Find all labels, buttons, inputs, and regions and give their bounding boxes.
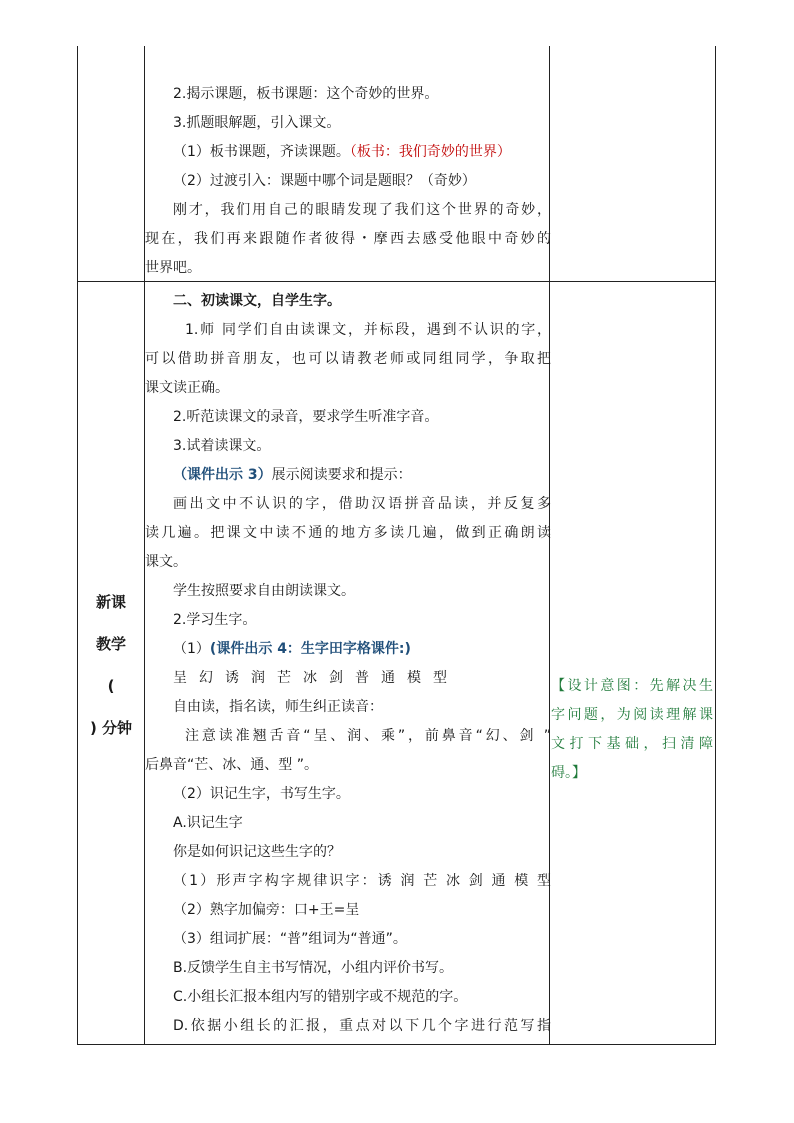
text-line: （2）过渡引入：课题中哪个词是题眼？（奇妙） [173,173,476,189]
character: 通 [381,670,395,686]
text-line: 可以借助拼音朋友，也可以请教老师或同组同学，争取把 [145,351,551,367]
text-line: （3）组词扩展：“普”组词为“普通”。 [173,931,407,947]
courseware-label: （课件出示 3） [173,467,272,483]
character: 冰 [303,670,317,686]
row-label-line: 教学 [95,635,126,653]
board-note: （板书：我们奇妙的世界） [349,144,511,160]
text-line [145,465,412,485]
table-row-divider [77,281,716,282]
character: 幻 [199,670,213,686]
intent-line: 文打下基础，扫清障 [551,736,713,752]
text-line: 2.揭示课题，板书课题：这个奇妙的世界。 [173,86,439,102]
character: 诱 [225,670,239,686]
text-line: 3.抓题眼解题，引入课文。 [173,115,341,131]
lesson-table [77,46,716,1045]
table-border-bottom [77,1044,716,1045]
text-line: A.识记生字 [173,815,243,831]
text-line: 1.师 同学们自由读课文，并标段，遇到不认识的字， [185,322,551,338]
text-line: 3.试着读课文。 [173,438,271,454]
text-line: 后鼻音“芒、冰、通、型 ”。 [145,757,318,773]
text-line: 2.学习生字。 [173,612,257,628]
character: 型 [433,670,447,686]
text-line: C.小组长汇报本组内写的错别字或不规范的字。 [173,989,468,1005]
row-label-line: 新课 [95,593,126,611]
text-line: 学生按照要求自由朗读课文。 [173,583,355,599]
text-line: B.反馈学生自主书写情况，小组内评价书写。 [173,960,454,976]
text-line: 画出文中不认识的字，借助汉语拼音品读，并反复多 [173,496,551,512]
text-line: 读几遍。把课文中读不通的地方多读几遍，做到正确朗读 [145,525,551,541]
table-divider-1 [144,46,145,1045]
text-line: （1）形声字构字规律识字：诱 润 芒 冰 剑 通 模 型 [173,873,551,889]
text-line: D.依据小组长的汇报，重点对以下几个字进行范写指 [173,1018,551,1034]
text-line: （2）熟字加偏旁：口+王=呈 [173,902,360,918]
table-divider-2 [549,46,550,1045]
text-span: 展示阅读要求和提示： [271,467,412,483]
courseware-label: (课件出示 4：生字田字格课件:) [209,641,411,657]
intent-line: 碍。】 [551,765,586,781]
text-line: （2）识记生字，书写生字。 [173,786,350,802]
text-span: （1）板书课题，齐读课题。 [173,144,350,160]
section-heading: 二、初读课文，自学生字。 [173,293,341,309]
character: 模 [407,670,421,686]
text-line: 课文读正确。 [145,380,229,396]
text-line: 世界吧。 [145,260,201,276]
table-border-left [77,46,78,1045]
text-line [145,639,411,659]
text-line: 你是如何识记这些生字的？ [173,844,341,860]
text-span: （1） [173,641,210,657]
character: 润 [251,670,265,686]
text-line: 课文。 [145,554,187,570]
table-border-right [715,46,716,1045]
row-label-line: ( [107,677,115,695]
character: 剑 [329,670,343,686]
text-line: 2.听范读课文的录音，要求学生听准字音。 [173,409,439,425]
text-line: 注意读准翘舌音“呈、润、乘”，前鼻音“幻、剑 ” [185,728,551,744]
text-line: 刚才，我们用自己的眼睛发现了我们这个世界的奇妙， [173,202,551,218]
text-line [145,142,511,162]
text-line: 自由读，指名读，师生纠正读音： [173,699,383,715]
text-line: 现在，我们再来跟随作者彼得・摩西去感受他眼中奇妙的 [145,231,551,247]
row-label-line: ) 分钟 [89,719,133,737]
intent-line: 字问题，为阅读理解课 [551,707,713,723]
intent-line: 【设计意图：先解决生 [551,678,713,694]
character: 普 [355,670,369,686]
character: 呈 [173,670,187,686]
character: 芒 [277,670,291,686]
new-characters [145,668,459,688]
